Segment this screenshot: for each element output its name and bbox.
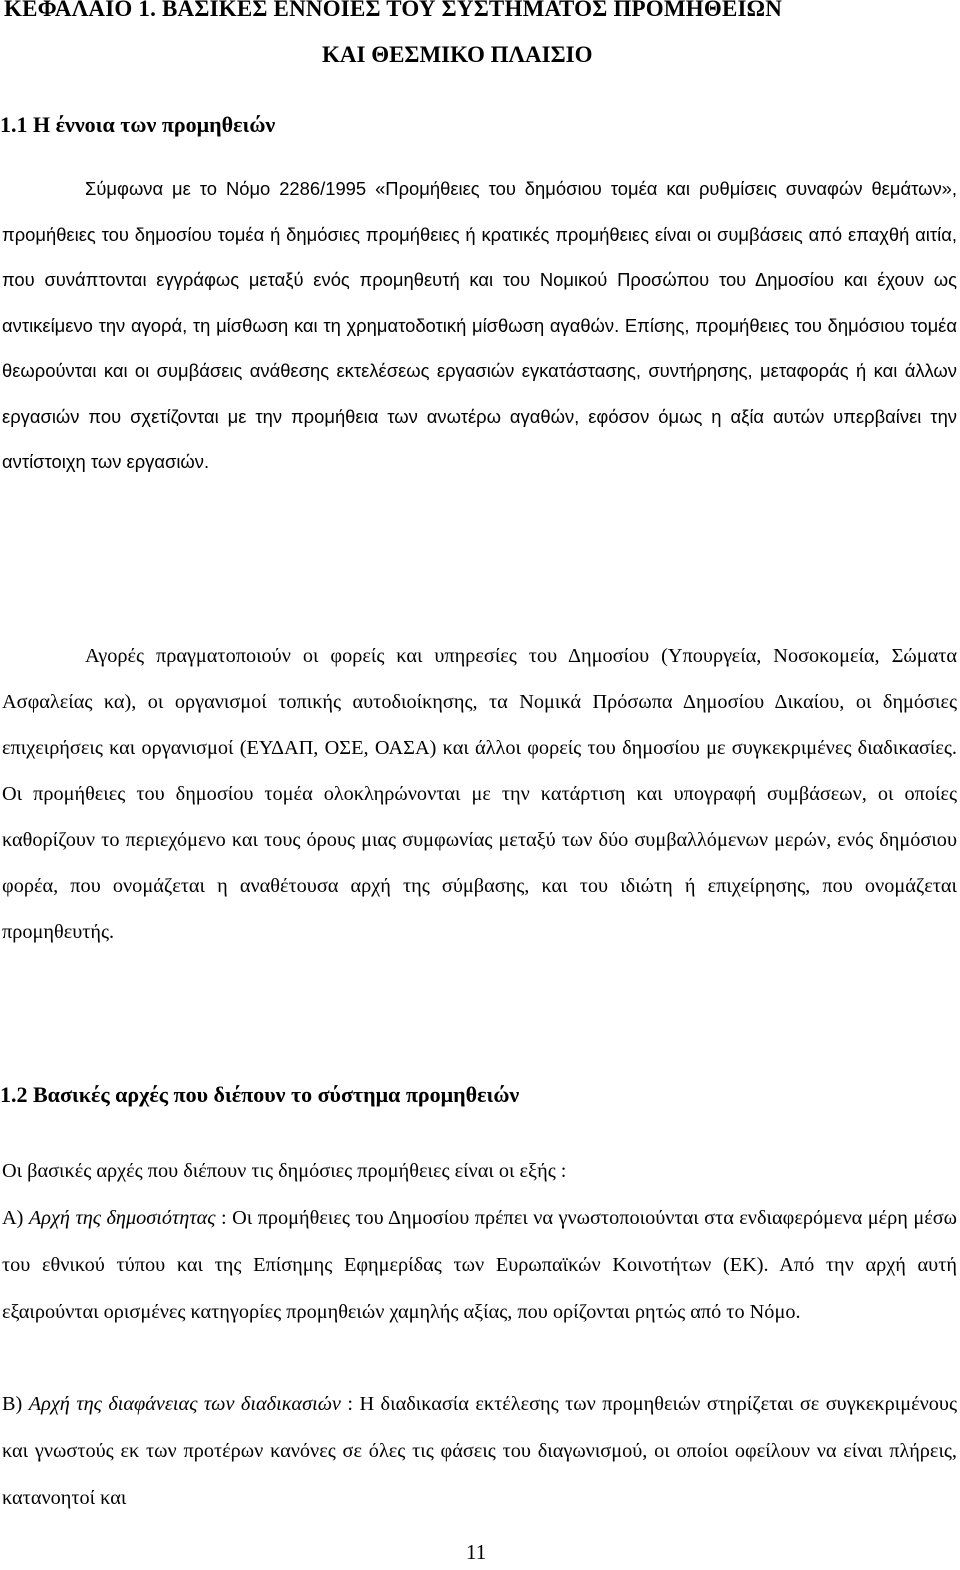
principle-b <box>2 1381 957 1522</box>
principle-b-prefix: Β) <box>2 1393 29 1415</box>
chapter-title-line1: ΚΕΦΑΛΑΙΟ 1. ΒΑΣΙΚΕΣ ΕΝΝΟΙΕΣ ΤΟΥ ΣΥΣΤΗΜΑΤΟΣ ΠΡΟΜΗΘΕΙΩΝ <box>4 0 783 21</box>
principle-a-text: : Οι προμήθειες του Δημοσίου πρέπει να γνωστοποιούνται στα ενδιαφερόμενα μέρη μέσω του εθνικού τύπου και της Επίσημης Εφημερίδας των Ευρωπαϊκών Κοινοτήτων (ΕΚ). Από την αρχή αυτή εξαιρούνται ορισμένες κατηγορίες προμηθειών χαμηλής αξίας, που ορίζονται ρητώς από το Νόμο. <box>2 1207 958 1323</box>
section-1-1-paragraph-1: Σύμφωνα με το Νόμο 2286/1995 «Προμήθειες του δημόσιου τομέα και ρυθμίσεις συναφών θεμάτων», προμήθειες του δημοσίου τομέα ή δημόσιες προμήθειες ή κρατικές προμήθειες είναι οι συμβάσεις από επαχθή αιτία, που συνάπτονται εγγράφως μεταξύ ενός προμηθευτή και του Νομικού Προσώπου του Δημοσίου και έχουν ως αντικείμενο την αγορά, τη μίσθωση και τη χρηματοδοτική μίσθωση αγαθών. Επίσης, προμήθειες του δημόσιου τομέα θεωρούνται και οι συμβάσεις ανάθεσης εκτελέσεως εργασιών εγκατάστασης, συντήρησης, μεταφοράς ή και άλλων εργασιών που σχετίζονται με την προμήθεια των ανωτέρω αγαθών, εφόσον όμως η αξία αυτών υπερβαίνει την αντίστοιχη των εργασιών. <box>2 178 957 472</box>
principle-b-text: : Η διαδικασία εκτέλεσης των προμηθειών στηρίζεται σε συγκεκριμένους και γνωστούς εκ των προτέρων κανόνες σε όλες τις φάσεις του διαγωνισμού, οι οποίοι οφείλουν να είναι πλήρεις, κατανοητοί και <box>2 1393 957 1509</box>
principle-a-prefix: Α) <box>2 1207 29 1229</box>
section-1-1-title: 1.1 Η έννοια των προμηθειών <box>0 112 276 137</box>
chapter-title-line2: ΚΑΙ ΘΕΣΜΙΚΟ ΠΛΑΙΣΙΟ <box>322 42 593 67</box>
principle-a <box>2 1195 957 1336</box>
section-1-1-paragraph-2: Αγορές πραγματοποιούν οι φορείς και υπηρεσίες του Δημοσίου (Υπουργεία, Νοσοκομεία, Σώματα Ασφαλείας κα), οι οργανισμοί τοπικής αυτοδιοίκησης, τα Νομικά Πρόσωπα Δημοσίου Δικαίου, οι δημόσιες επιχειρήσεις και οργανισμοί (ΕΥΔΑΠ, ΟΣΕ, ΟΑΣΑ) και άλλοι φορείς του δημοσίου με συγκεκριμένες διαδικασίες. Οι προμήθειες του δημοσίου τομέα ολοκληρώνονται με την κατάρτιση και υπογραφή συμβάσεων, οι οποίες καθορίζουν το περιεχόμενο και τους όρους μιας συμφωνίας μεταξύ των δύο συμβαλλόμενων μερών, ενός δημόσιου φορέα, που ονομάζεται η αναθέτουσα αρχή της σύμβασης, και του ιδιώτη ή επιχείρησης, που ονομάζεται προμηθευτής. <box>2 645 957 943</box>
principle-b-name: Αρχή της διαφάνειας των διαδικασιών <box>28 1393 341 1415</box>
section-1-2-intro: Οι βασικές αρχές που διέπουν τις δημόσιες προμήθειες είναι οι εξής : <box>2 1160 567 1182</box>
section-1-2-title: 1.2 Βασικές αρχές που διέπουν το σύστημα προμηθειών <box>0 1082 520 1107</box>
page-number: 11 <box>466 1540 487 1564</box>
principle-a-name: Αρχή της δημοσιότητας <box>28 1207 216 1229</box>
